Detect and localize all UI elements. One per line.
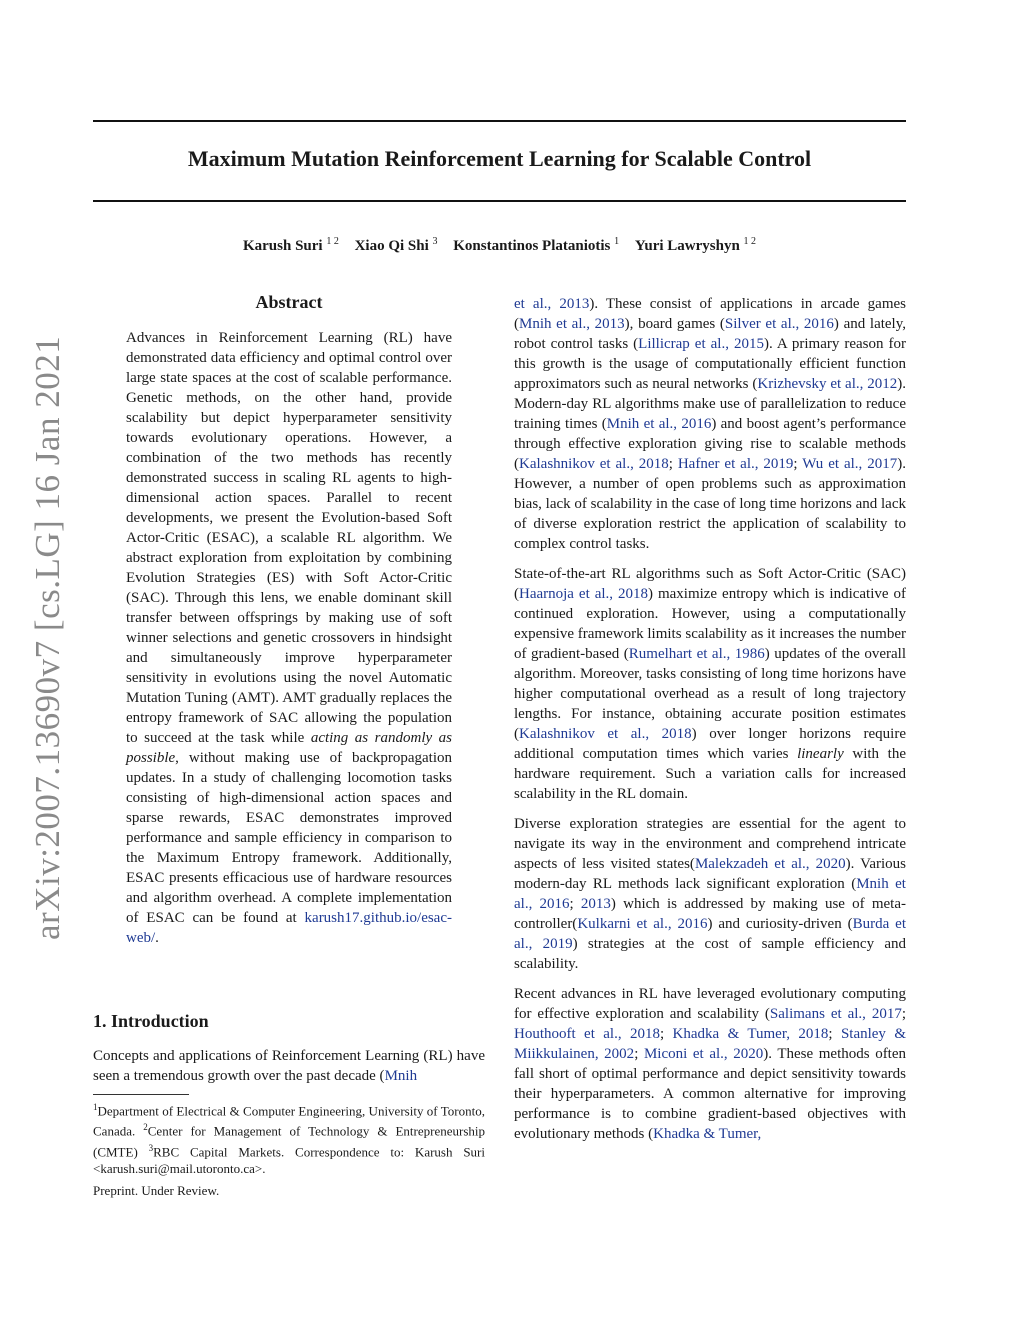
citation-link[interactable]: Malekzadeh et al., 2020 — [694, 856, 846, 872]
paragraph-text: ). A primary reason for this growth is the usage of computationally efficient function approximators such as neural networks ( — [514, 336, 906, 392]
affiliation-footnote — [93, 1099, 485, 1177]
paragraph-text: ; — [668, 456, 678, 472]
paragraph-text: ). These consist of applications in arcade games ( — [514, 296, 906, 332]
right-column-text — [514, 294, 906, 1154]
footnote-marker: 1 — [93, 1102, 98, 1112]
citation-link[interactable]: Rumelhart et al., 1986 — [628, 646, 765, 662]
author-affiliation: 1 2 — [326, 236, 339, 247]
author-list — [93, 236, 906, 255]
paragraph-text: ; — [901, 1006, 906, 1022]
author-name: Konstantinos Plataniotis — [453, 238, 611, 254]
footnote-text: Department of Electrical & Computer Engineering, University of Toronto, Canada. — [93, 1103, 485, 1139]
paragraph-text: ) which is addressed by making use of meta-controller( — [514, 896, 907, 932]
introduction-text-part: Concepts and applications of Reinforcement Learning (RL) have seen a tremendous growth over the past decade ( — [93, 1048, 485, 1084]
paragraph-text: ) and curiosity-driven ( — [707, 916, 853, 932]
paragraph-text: ; — [659, 1026, 673, 1042]
author-affiliation: 1 2 — [743, 236, 757, 247]
paragraph-text: ) and boost agent’s performance through effective exploration giving rise to scalable methods ( — [514, 416, 906, 472]
introduction-heading: 1. Introduction — [93, 1011, 209, 1031]
paragraph — [514, 984, 906, 1144]
paragraph — [514, 814, 906, 974]
citation-link[interactable]: Wu et al., 2017 — [802, 456, 898, 472]
author-name: Yuri Lawryshyn — [634, 238, 740, 254]
author — [635, 238, 756, 254]
author-affiliation: 3 — [432, 236, 438, 247]
abstract-heading: Abstract — [255, 292, 323, 312]
citation-link[interactable]: Mnih — [384, 1068, 418, 1084]
author-name: Xiao Qi Shi — [354, 238, 429, 254]
citation-link[interactable]: Mnih et al., 2016 — [606, 416, 712, 432]
title-rule-bottom — [93, 200, 906, 202]
paragraph-text: State-of-the-art RL algorithms such as Soft Actor-Critic (SAC) ( — [514, 566, 906, 602]
citation-link[interactable]: Khadka & Tumer, — [653, 1126, 762, 1142]
citation-link[interactable]: Krizhevsky et al., 2012 — [757, 376, 898, 392]
abstract-text — [126, 328, 452, 948]
abstract-text-part: , without making use of backpropagation updates. In a study of challenging locomotion tasks consisting of high-dimensional action spaces and sparse rewards, ESAC demonstrates improved performance and sample efficiency in comparison to the Maximum Entropy framework. Additionally, ESAC presents efficacious use of hardware resources and algorithm overhead. A complete implementation of ESAC can be found at — [126, 750, 452, 926]
project-link[interactable]: karush17.github.io/esac-web/ — [126, 910, 452, 946]
citation-link[interactable]: 2013 — [580, 896, 611, 912]
citation-link[interactable]: Miconi et al., 2020 — [643, 1046, 764, 1062]
paragraph-text: ) over longer horizons require additional computation times which varies — [514, 726, 906, 762]
footnote-marker: 2 — [143, 1122, 148, 1133]
author — [243, 238, 339, 254]
paragraph-text: ). However, a number of open problems such as approximation bias, lack of scalability in the case of long time horizons and lack of diverse exploration restrict the application of scalability to complex control tasks. — [514, 456, 906, 552]
author-name: Karush Suri — [242, 238, 323, 254]
paragraph-text: ; — [634, 1046, 644, 1062]
citation-link[interactable]: Houthooft et al., 2018 — [514, 1026, 660, 1042]
paragraph-text: ; — [569, 896, 581, 912]
abstract-text-part: . — [155, 930, 159, 946]
footnote-marker: 3 — [148, 1142, 154, 1153]
author — [355, 238, 438, 254]
arxiv-identifier: arXiv:2007.13690v7 [cs.LG] 16 Jan 2021 — [28, 335, 67, 940]
citation-link[interactable]: Khadka & Tumer, 2018 — [672, 1026, 829, 1042]
paragraph-text: ), board games ( — [624, 316, 725, 332]
paragraph — [514, 294, 906, 554]
author-affiliation: 1 — [614, 236, 620, 247]
paragraph-text: ). Modern-day RL algorithms make use of parallelization to reduce training times ( — [514, 376, 906, 432]
introduction-text — [93, 1046, 485, 1086]
footnote-rule — [93, 1094, 189, 1095]
citation-link[interactable]: Silver et al., 2016 — [724, 316, 834, 332]
citation-link[interactable]: et al., 2013 — [514, 296, 590, 312]
citation-link[interactable]: Mnih et al., 2013 — [519, 316, 625, 332]
author — [453, 238, 619, 254]
paragraph-text: ; — [828, 1026, 841, 1042]
abstract-emphasis: acting as randomly as possible — [126, 730, 452, 766]
paragraph-text: ) strategies at the cost of sample efficiency and scalability. — [514, 936, 906, 972]
abstract-text-part: Advances in Reinforcement Learning (RL) have demonstrated data efficiency and optimal control over large state spaces at the cost of scalable performance. Genetic methods, on the other hand, provide scalability but depict hyperparameter sensitivity towards evolutionary operations. However, a combination of the two methods has recently demonstrated success in scaling RL agents to high-dimensional action spaces. Parallel to recent developments, we present the Evolution-based Soft Actor-Critic (ESAC), a scalable RL algorithm. We abstract exploration from exploitation by combining Evolution Strategies (ES) with Soft Actor-Critic (SAC). Through this lens, we enable dominant skill transfer between offsprings by making use of soft winner selections and genetic crossovers in hindsight and simultaneously improve hyperparameter sensitivity in evolutions using the novel Automatic Mutation Tuning (AMT). AMT gradually replaces the entropy framework of SAC allowing the population to succeed at the task while — [126, 330, 452, 746]
paragraph-text: ). Various modern-day RL methods lack significant exploration ( — [514, 856, 906, 892]
title-rule-top — [93, 120, 906, 122]
paragraph-text: ) and lately, robot control tasks ( — [514, 316, 906, 352]
citation-link[interactable]: Burda et al., 2019 — [514, 916, 906, 952]
paragraph-text: Recent advances in RL have leveraged evolutionary computing for effective exploration and scalability ( — [514, 986, 906, 1022]
citation-link[interactable]: Lillicrap et al., 2015 — [638, 336, 764, 352]
paragraph-text: ; — [793, 456, 803, 472]
citation-link[interactable]: Salimans et al., 2017 — [769, 1006, 902, 1022]
paragraph-text: ). These methods often fall short of optimal performance and depict sensitivity towards their hyperparameters. A common alternative for improving performance is to combine gradient-based objectives with evolutionary methods ( — [514, 1046, 907, 1142]
citation-link[interactable]: Kulkarni et al., 2016 — [577, 916, 708, 932]
citation-link[interactable]: Haarnoja et al., 2018 — [519, 586, 648, 602]
emphasized-text: linearly — [797, 746, 844, 762]
citation-link[interactable]: Kalashnikov et al., 2018 — [519, 456, 669, 472]
citation-link[interactable]: Kalashnikov et al., 2018 — [519, 726, 692, 742]
paragraph-text: ) updates of the overall algorithm. Moreover, tasks consisting of long time horizons have higher computational overhead as a result of long trajectory lengths. For instance, obtaining accurate position estimates ( — [514, 646, 906, 742]
paragraph-text: ) maximize entropy which is indicative of continued exploration. However, using a computationally expensive framework limits scalability as it increases the number of gradient-based ( — [514, 586, 906, 662]
paragraph — [514, 564, 906, 804]
paragraph-text: with the hardware requirement. Such a variation calls for increased scalability in the RL domain. — [514, 746, 906, 802]
footnote-text: Center for Management of Technology & Entrepreneurship (CMTE) — [93, 1123, 485, 1159]
paper-title: Maximum Mutation Reinforcement Learning for Scalable Control — [187, 146, 812, 171]
footnote-text: RBC Capital Markets. Correspondence to: Karush Suri <karush.suri@mail.utoronto.ca>. — [93, 1143, 485, 1176]
paragraph-text: Diverse exploration strategies are essential for the agent to navigate its way in the environment and comprehend intricate aspects of less visited states( — [514, 816, 906, 872]
citation-link[interactable]: Stanley & Miikkulainen, 2002 — [514, 1026, 906, 1062]
citation-link[interactable]: Mnih et al., 2016 — [514, 876, 906, 912]
preprint-note: Preprint. Under Review. — [93, 1183, 220, 1198]
citation-link[interactable]: Hafner et al., 2019 — [677, 456, 794, 472]
